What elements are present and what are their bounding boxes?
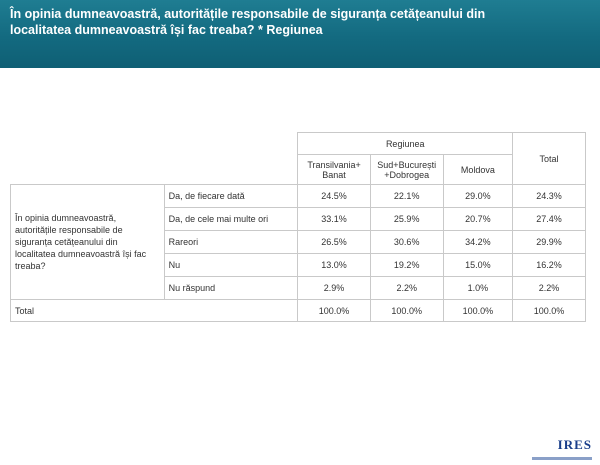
corner-cell-answer — [164, 133, 298, 185]
answer-label: Rareori — [164, 231, 298, 254]
table-cell: 100.0% — [443, 300, 512, 322]
page-title: În opinia dumneavoastră, autoritățile responsabile de siguranța cetățeanului din localitatea dumneavoastră își fac treaba? * Regiunea — [10, 7, 486, 37]
table-cell: 20.7% — [443, 208, 512, 231]
table-cell: 100.0% — [298, 300, 370, 322]
table-cell: 2.9% — [298, 277, 370, 300]
table-cell: 34.2% — [443, 231, 512, 254]
crosstab-table — [10, 132, 586, 322]
group-header-regiunea: Regiunea — [298, 133, 513, 155]
table-cell: 26.5% — [298, 231, 370, 254]
table-header-row — [11, 133, 586, 155]
table-cell: 15.0% — [443, 254, 512, 277]
logo-underline — [532, 457, 592, 460]
table-cell-total: 27.4% — [512, 208, 585, 231]
table-cell-total: 100.0% — [512, 300, 585, 322]
title-banner — [0, 0, 600, 68]
column-header-total: Total — [512, 133, 585, 185]
answer-label: Nu — [164, 254, 298, 277]
row-question-label: În opinia dumneavoastră, autoritățile responsabile de siguranța cetățeanului din localitatea dumneavoastră își fac treaba? — [11, 185, 165, 300]
table-cell: 19.2% — [370, 254, 443, 277]
table-cell: 2.2% — [370, 277, 443, 300]
table-cell-total: 29.9% — [512, 231, 585, 254]
table-cell: 33.1% — [298, 208, 370, 231]
total-row-label: Total — [11, 300, 298, 322]
column-header-region: Moldova — [443, 155, 512, 185]
table-cell-total: 2.2% — [512, 277, 585, 300]
answer-label: Da, de cele mai multe ori — [164, 208, 298, 231]
table-cell: 25.9% — [370, 208, 443, 231]
corner-cell-question — [11, 133, 165, 185]
table-total-row — [11, 300, 586, 322]
answer-label: Nu răspund — [164, 277, 298, 300]
column-header-region: Sud+București +Dobrogea — [370, 155, 443, 185]
table-cell: 29.0% — [443, 185, 512, 208]
table-cell: 13.0% — [298, 254, 370, 277]
table-cell-total: 24.3% — [512, 185, 585, 208]
table-cell: 30.6% — [370, 231, 443, 254]
column-header-region: Transilvania+ Banat — [298, 155, 370, 185]
table-cell: 22.1% — [370, 185, 443, 208]
table-cell: 1.0% — [443, 277, 512, 300]
table-cell: 100.0% — [370, 300, 443, 322]
table-cell: 24.5% — [298, 185, 370, 208]
table-cell-total: 16.2% — [512, 254, 585, 277]
answer-label: Da, de fiecare dată — [164, 185, 298, 208]
ires-logo: IRES — [557, 437, 592, 452]
table-row — [11, 185, 586, 208]
